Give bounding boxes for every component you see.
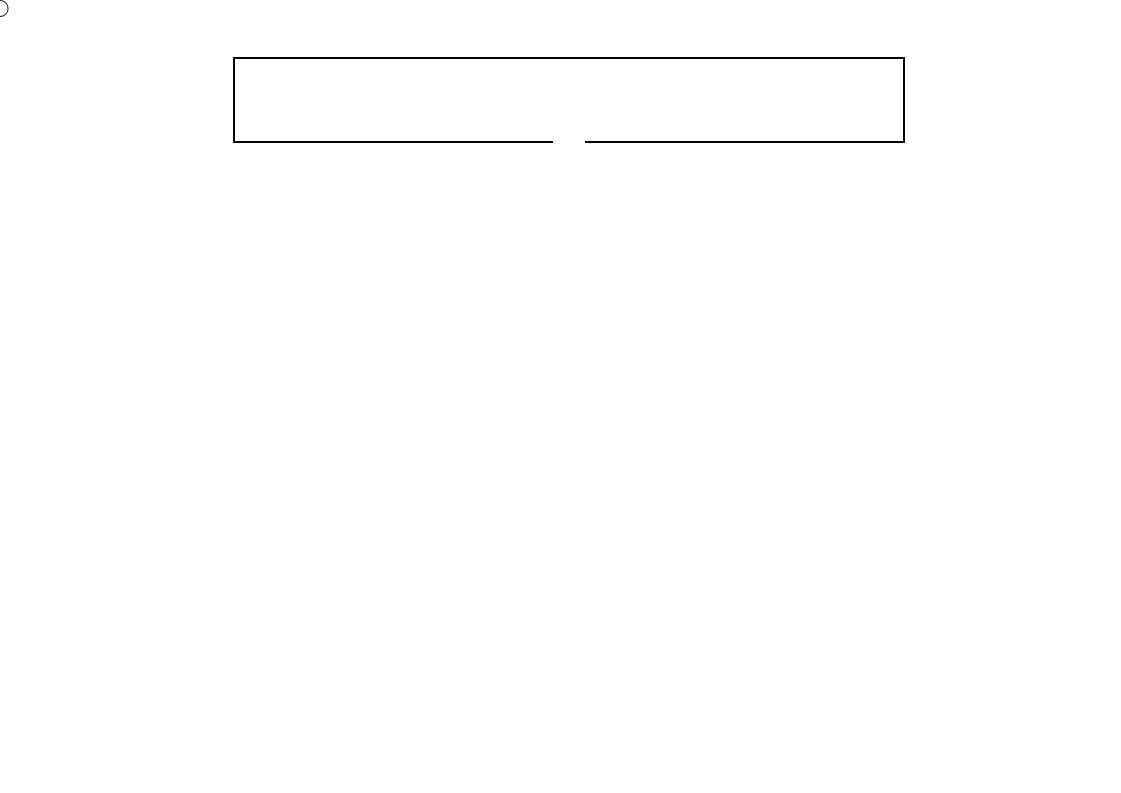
- final-match-number: [0, 0, 9, 17]
- title-box: [233, 57, 905, 143]
- final-match-time: [0, 0, 9, 23]
- final-match-label: [0, 0, 9, 23]
- subtitle: [553, 133, 585, 145]
